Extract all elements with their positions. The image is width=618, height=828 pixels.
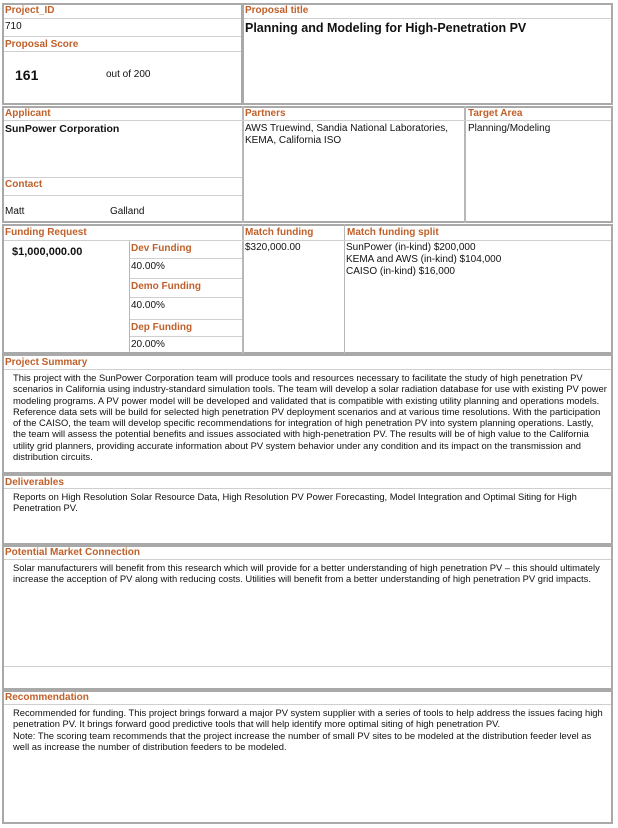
- target-area-value: Planning/Modeling: [468, 123, 551, 134]
- dev-funding-value: 40.00%: [131, 261, 165, 272]
- match-split-line-2: KEMA and AWS (in-kind) $104,000: [346, 254, 502, 265]
- funding-section: [2, 224, 613, 354]
- match-split-line-3: CAISO (in-kind) $16,000: [346, 266, 455, 277]
- match-funding-split-label: Match funding split: [347, 227, 439, 238]
- funding-request-value: $1,000,000.00: [12, 246, 83, 258]
- proposal-score-out-of: out of 200: [106, 69, 151, 80]
- proposal-score-label: Proposal Score: [5, 39, 79, 50]
- recommendation-label: Recommendation: [5, 692, 89, 703]
- partners-value: AWS Truewind, Sandia National Laboratories, KEMA, California ISO: [245, 123, 449, 146]
- proposal-score-value: 161: [15, 67, 39, 83]
- applicant-value: SunPower Corporation: [5, 123, 120, 135]
- project-summary-label: Project Summary: [5, 357, 88, 368]
- proposal-title-label: Proposal title: [245, 5, 309, 16]
- match-split-line-1: SunPower (in-kind) $200,000: [346, 242, 476, 253]
- applicant-label: Applicant: [5, 108, 51, 119]
- partners-label: Partners: [245, 108, 286, 119]
- deliverables-label: Deliverables: [5, 477, 64, 488]
- market-connection-text: Solar manufacturers will benefit from this research which will provide for a better understanding of high penetration PV – this should ultimately increase the acception of PV along with reducing costs. Utilities will benefit from a better understanding of high penetration PV grid impacts.: [13, 562, 600, 585]
- project-id-value: 710: [5, 21, 22, 32]
- dep-funding-label: Dep Funding: [131, 322, 193, 333]
- contact-last-name: Galland: [110, 206, 145, 217]
- contact-first-name: Matt: [5, 206, 25, 217]
- demo-funding-value: 40.00%: [131, 300, 165, 311]
- funding-request-label: Funding Request: [5, 227, 87, 238]
- dev-funding-label: Dev Funding: [131, 243, 192, 254]
- dep-funding-value: 20.00%: [131, 339, 165, 350]
- market-connection-label: Potential Market Connection: [5, 547, 141, 558]
- project-id-label: Project_ID: [5, 5, 55, 16]
- demo-funding-label: Demo Funding: [131, 281, 201, 292]
- match-funding-value: $320,000.00: [245, 242, 301, 253]
- match-funding-label: Match funding: [245, 227, 314, 238]
- deliverables-text: Reports on High Resolution Solar Resource Data, High Resolution PV Power Forecasting, Model Integration and Optimal Siting for High Penetration PV.: [13, 491, 577, 514]
- target-area-label: Target Area: [468, 108, 523, 119]
- recommendation-note: Note: The scoring team recommends that the project increase the number of small PV sites to be modeled at the distribution feeder level as well as increase the number of distribution feeders to be modeled.: [13, 729, 592, 752]
- proposal-title-value: Planning and Modeling for High-Penetration PV: [245, 21, 527, 35]
- contact-label: Contact: [5, 179, 43, 190]
- recommendation-body: Recommended for funding. This project brings forward a major PV system supplier with a series of tools to help address the issues facing high penetration PV. It brings forward good predictive tools that will help identify more optimal siting of high penetration PV.: [13, 707, 603, 730]
- project-summary-text: This project with the SunPower Corporation team will produce tools and resources necessary to facilitate the study of high penetration PV scenarios in California using industry-standard simulation tools. The team will develop a solar radiation database for use with existing PV power modeling programs. A PV power model will be developed and validated that is compatible with existing utility planning and operations models. Reference data sets will be build for selected high penetration PV deployment scenarios and at various time resolutions. With the participation of the CAISO, the team will develop specific recommendations for integration of high penetration PV into system planning operations. Lastly, the team will assess the potential benefits and issues associated with high-penetration PV. The results will be of high value to the California utility grid planners, providing accurate information about PV system behavior under any condition and its impact on the transmission and distribution circuits.: [13, 372, 607, 463]
- recommendation-text: [13, 707, 608, 752]
